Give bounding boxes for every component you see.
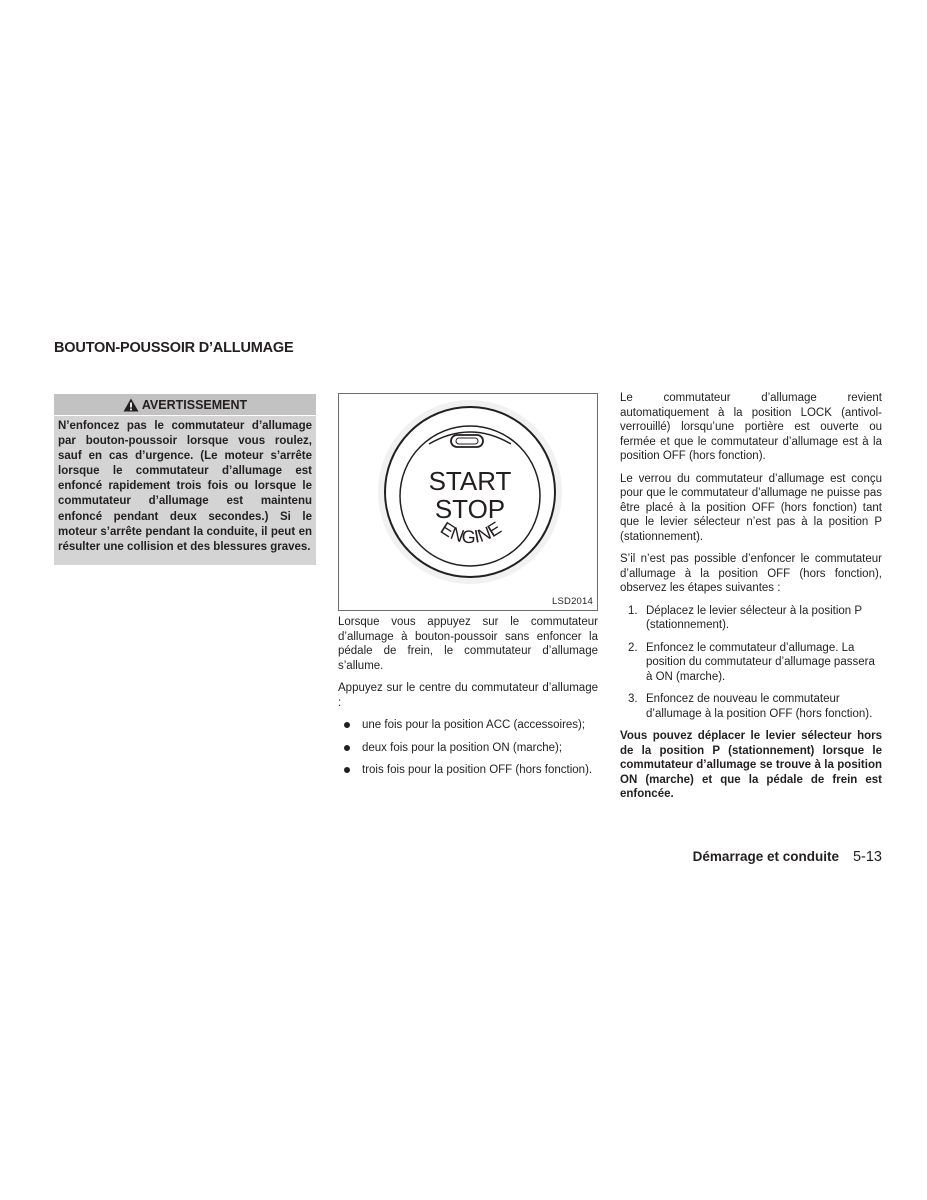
- paragraph: Appuyez sur le centre du commutateur d’allumage :: [338, 682, 598, 709]
- step-number: 3.: [628, 693, 638, 705]
- step-item: [620, 604, 882, 633]
- step-text: Enfoncez le commutateur d’allumage. La position du commutateur d’allumage passera à ON (marche).: [646, 641, 875, 683]
- warning-triangle-icon: [123, 398, 139, 412]
- step-number: 2.: [628, 641, 638, 654]
- step-item: [620, 692, 882, 721]
- button-label-engine: ENGINE: [436, 517, 505, 548]
- button-label-start: START: [428, 466, 512, 496]
- paragraph: Lorsque vous appuyez sur le commutateur d’allumage à bouton-poussoir sans enfoncer la pédale de frein, le commutateur d’allumage s’allume.: [338, 616, 598, 672]
- bold-note: Vous pouvez déplacer le levier sélecteur hors de la position P (stationnement) lorsque le commutateur d’allumage se trouve à la position ON (marche) et que la pédale de frein est enfoncée.: [620, 730, 882, 800]
- list-item: [338, 763, 598, 778]
- warning-header: [54, 394, 316, 416]
- warning-box: [54, 394, 316, 565]
- paragraph: Le commutateur d’allumage revient automatiquement à la position LOCK (antivol-verrouillé) lorsqu’une portière est ouverte ou fermée et que le commutateur d’allumage est à la position OFF (hors fonction).: [620, 392, 882, 462]
- column-right: [620, 391, 882, 810]
- page-number: 5-13: [852, 849, 882, 865]
- list-item: [338, 718, 598, 733]
- press-count-list: [338, 718, 598, 778]
- start-stop-button-figure: [338, 393, 598, 611]
- step-text: Déplacez le levier sélecteur à la position P (stationnement).: [646, 604, 862, 631]
- list-item-text: trois fois pour la position OFF (hors fonction).: [362, 764, 593, 776]
- warning-title: AVERTISSEMENT: [141, 397, 248, 412]
- steps-list: [620, 604, 882, 722]
- section-title: BOUTON-POUSSOIR D’ALLUMAGE: [54, 340, 294, 356]
- paragraph: S’il n’est pas possible d’enfoncer le commutateur d’allumage à la position OFF (hors fonction), observez les étapes suivantes :: [620, 553, 882, 594]
- chapter-title: Démarrage et conduite: [692, 849, 839, 864]
- page-footer: [693, 849, 882, 865]
- start-stop-button-illustration: [339, 394, 597, 610]
- paragraph: Le verrou du commutateur d’allumage est conçu pour que le commutateur d’allumage ne puisse pas être placé à la position OFF (hors fonction) tant que le levier sélecteur n’est pas à la position P (stationnement).: [620, 472, 882, 543]
- step-item: [620, 641, 882, 685]
- column-middle: [338, 615, 598, 786]
- bullet-icon: [344, 767, 350, 773]
- step-text: Enfoncez de nouveau le commutateur d’allumage à la position OFF (hors fonction).: [646, 693, 873, 720]
- button-label-stop: STOP: [434, 494, 506, 524]
- list-item: [338, 741, 598, 756]
- bullet-icon: [344, 722, 350, 728]
- step-number: 1.: [628, 604, 638, 617]
- figure-code: LSD2014: [551, 596, 593, 607]
- list-item-text: deux fois pour la position ON (marche);: [362, 741, 563, 754]
- bullet-icon: [344, 745, 350, 751]
- warning-text: N’enfoncez pas le commutateur d’allumage par bouton-poussoir lorsque vous roulez, sauf en cas d’urgence. (Le moteur s’arrête lorsque le commutateur d’allumage est enfoncé rapidement trois fois ou lorsque le commutateur d’allumage est maintenu enfoncé pendant deux secondes.) Si le moteur s’arrête pendant la conduite, il peut en résulter une collision et des blessures graves.: [58, 420, 312, 553]
- list-item-text: une fois pour la position ACC (accessoires);: [362, 719, 586, 731]
